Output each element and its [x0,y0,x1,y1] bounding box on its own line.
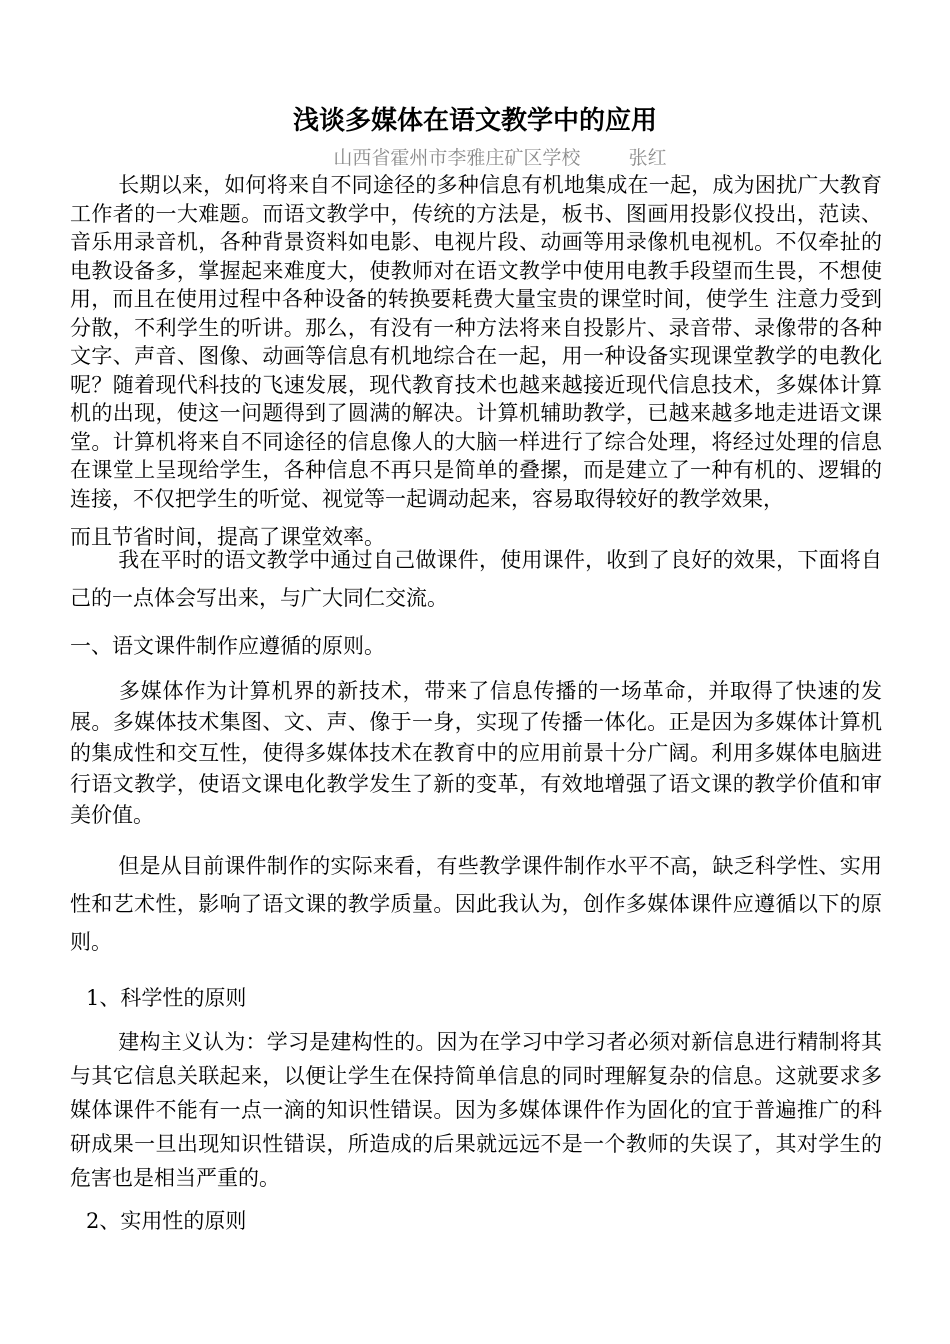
subheading-scientific: 1、科学性的原则 [86,986,247,1010]
subheading-practical: 2、实用性的原则 [86,1209,247,1233]
paragraph-purpose [70,541,882,617]
paragraph-intro-last-line: 而且节省时间，提高了课堂效率。 [70,525,385,549]
author-byline: 山西省霍州市李雅庄矿区学校 张红 [333,147,667,169]
section-heading-principles: 一、语文课件制作应遵循的原则。 [70,634,385,658]
paragraph-purpose-text: 我在平时的语文教学中通过自己做课件，使用课件，收到了良好的效果，下面将自己的一点体会写出来，与广大同仁交流。 [70,548,882,610]
paragraph-intro-text: 长期以来，如何将来自不同途径的多种信息有机地集成在一起，成为困扰广大教育工作者的一大难题。而语文教学中，传统的方法是，板书、图画用投影仪投出，范读、音乐用录音机，各种背景资料如电影、电视片段、动画等用录像机电视机。不仅牵扯的电教设备多，掌握起来难度大，使教师对在语文教学中使用电教手段望而生畏，不想使用，而且在使用过程中各种设备的转换要耗费大量宝贵的课堂时间，使学生 注意力受到分散，不利学生的听讲。那么，有没有一种方法将来自投影片、录音带、录像带的各种文字、声音、图像、动画等信息有机地综合在一起，用一种设备实现课堂教学的电教化呢？随着现代科技的飞速发展，现代教育技术也越来越接近现代信息技术，多媒体计算机的出现，使这一问题得到了圆满的解决。计算机辅助教学，已越来越多地走进语文课堂。计算机将来自不同途径的信息像人的大脑一样进行了综合处理，将经过处理的信息在课堂上呈现给学生，各种信息不再只是简单的叠摞，而是建立了一种有机的、逻辑的连接，不仅把学生的听觉、视觉等一起调动起来，容易取得较好的教学效果， [70,173,882,511]
document-title: 浅谈多媒体在语文教学中的应用 [292,106,657,136]
paragraph-constructivism [70,1025,882,1195]
paragraph-constructivism-text: 建构主义认为：学习是建构性的。因为在学习中学习者必须对新信息进行精制将其与其它信息关联起来，以便让学生在保持简单信息的同时理解复杂的信息。这就要求多媒体课件不能有一点一滴的知识性错误。因为多媒体课件作为固化的宜于普遍推广的科研成果一旦出现知识性错误，所造成的后果就远远不是一个教师的失误了，其对学生的危害也是相当严重的。 [70,1030,882,1190]
paragraph-problems [70,847,882,961]
paragraph-multimedia-text: 多媒体作为计算机界的新技术，带来了信息传播的一场革命，并取得了快速的发展。多媒体技术集图、文、声、像于一身，实现了传播一体化。正是因为多媒体计算机的集成性和交互性，使得多媒体技术在教育中的应用前景十分广阔。利用多媒体电脑进行语文教学，使语文课电化教学发生了新的变革，有效地增强了语文课的教学价值和审美价值。 [70,679,882,827]
paragraph-intro [70,171,882,552]
paragraph-problems-text: 但是从目前课件制作的实际来看，有些教学课件制作水平不高，缺乏科学性、实用性和艺术性，影响了语文课的教学质量。因此我认为，创作多媒体课件应遵循以下的原则。 [70,854,882,954]
paragraph-multimedia [70,676,882,831]
